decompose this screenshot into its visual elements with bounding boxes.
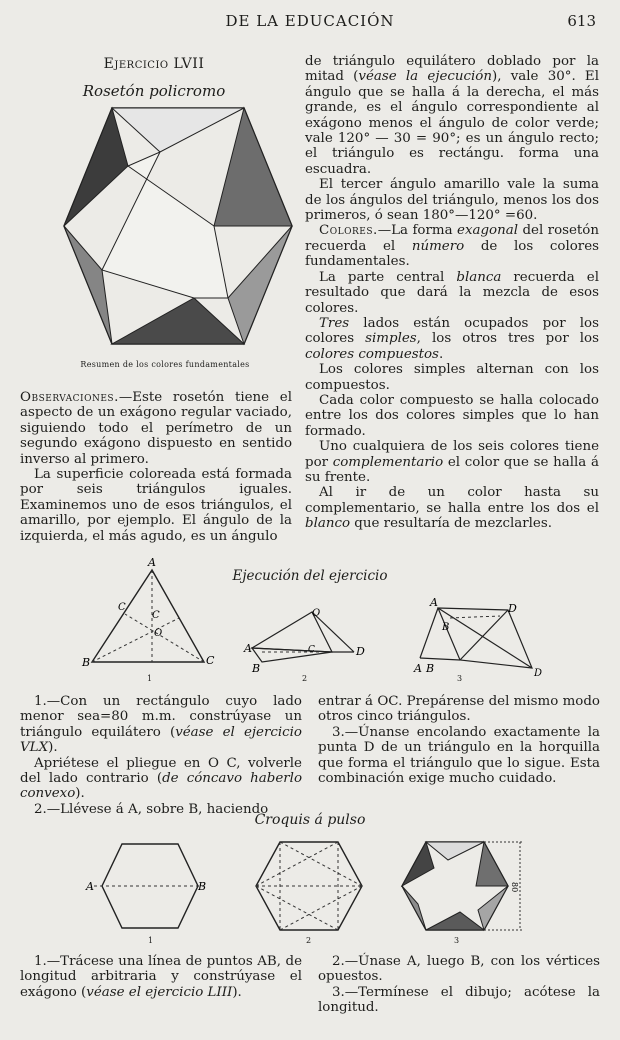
- paragraph: Cada color compuesto se halla colocado entre los dos colores simples que lo han formado.: [305, 392, 599, 439]
- paragraph: Apriétese el pliegue en O C, volverle del lado contrario (de cóncavo haberlo convexo).: [20, 755, 303, 802]
- label-A: A: [430, 596, 438, 609]
- paragraph: de triángulo equilátero doblado por la mitad (véase la ejecución), vale 30°. El ángulo que se halla á la derecha, el más grande, es el ángulo correspondiente al exágono menos el ángulo de color verde; vale 120° — 30 = 90°; es un ángulo recto; el triángulo es rectángu. forma una escuadra.: [305, 54, 599, 177]
- figure-number: 1: [147, 674, 153, 683]
- label-B: B: [442, 622, 450, 633]
- paragraph: 1.—Con un rectángulo cuyo lado menor sea=80 m.m. constrúyase un triángulo equilátero (véase el ejercicio VLX).: [20, 694, 302, 756]
- paragraph: Los colores simples alternan con los compuestos.: [305, 362, 599, 393]
- paragraph: entrar á OC. Prepárense del mismo modo otros cinco triángulos.: [318, 694, 600, 725]
- exercise-title: Rosetón policromo: [82, 82, 226, 100]
- paragraph: Al ir de un color hasta su complementario, se halla entre los dos el blanco que resultaría de mezclarles.: [305, 485, 599, 532]
- label-C: C: [152, 610, 160, 621]
- paragraph: 3.—Únanse encolando exactamente la punta D de un triángulo en la horquilla que forma el triángulo que lo sigue. Esta combinación exige mucho cuidado.: [318, 724, 600, 787]
- header-title: DE LA EDUCACIÓN: [225, 12, 395, 30]
- paragraph: 2.—Únase A, luego B, con los vértices opuestos.: [318, 954, 600, 985]
- running-header: [0, 12, 620, 38]
- paragraph: 3.—Termínese el dibujo; acótese la longitud.: [318, 984, 600, 1016]
- exercise-number: Ejercicio LVII: [103, 56, 205, 72]
- label-D: D: [508, 602, 517, 615]
- paragraph: El tercer ángulo amarillo vale la suma de los ángulos del triángulo, menos los dos primeros, ó sean 180°—120° =60.: [305, 177, 599, 224]
- label-O: O: [312, 608, 321, 619]
- paragraph: La parte central blanca recuerda el resultado que dará la mezcla de esos colores.: [305, 269, 599, 316]
- execution-figures: [80, 556, 560, 688]
- colores-paragraph: Colores.—La forma exagonal del rosetón recuerda el número de los colores fundamentales.: [305, 223, 599, 270]
- paragraph: Uno cualquiera de los seis colores tiene por complementario el color que se halla á su frente.: [305, 439, 599, 485]
- label-C: C: [308, 645, 315, 655]
- label-B: B: [82, 656, 91, 669]
- right-column: [305, 54, 599, 532]
- croquis-right-text: [318, 954, 600, 1016]
- colores-label: Colores.: [319, 223, 378, 239]
- rosette-figure: [30, 100, 300, 350]
- label-B: B: [426, 662, 435, 675]
- croquis-figure-1: [85, 844, 206, 928]
- figure-number: 1: [148, 936, 154, 945]
- label-A: A: [414, 662, 422, 675]
- paragraph: 1.—Trácese una línea de puntos AB, de longitud arbitraria y constrúyase el exágono (véase el ejercicio LIII).: [20, 954, 302, 1000]
- label-A: A: [148, 556, 156, 569]
- label-C: C: [118, 602, 126, 613]
- croquis-figures: [80, 832, 540, 936]
- label-D: D: [356, 645, 365, 658]
- figure-caption: Resumen de los colores fundamentales: [80, 360, 250, 369]
- label-C: C: [206, 654, 215, 667]
- figure-number: 2: [302, 674, 308, 683]
- observations-label: Observaciones.: [20, 390, 119, 405]
- page-number: 613: [567, 12, 596, 30]
- label-O: O: [154, 628, 163, 639]
- figure-number: 3: [457, 674, 463, 683]
- croquis-left-text: [20, 954, 302, 1000]
- execution-heading: Ejecución del ejercicio: [232, 568, 388, 584]
- execution-right-text: [318, 694, 600, 786]
- croquis-heading: Croquis á pulso: [254, 812, 366, 828]
- dimension-label: 80: [510, 882, 519, 893]
- observations-paragraph: Observaciones.—Este rosetón tiene el aspecto de un exágono regular vaciado, siguiendo todo el perímetro de un segundo exágono dispuesto en sentido inverso al primero.: [20, 390, 292, 467]
- execution-figure-2: [243, 608, 365, 675]
- label-A: A: [86, 880, 94, 893]
- label-D: D: [534, 668, 543, 679]
- label-B: B: [252, 662, 261, 675]
- croquis-figure-2: [256, 842, 362, 930]
- execution-figure-3: [413, 596, 542, 679]
- croquis-figure-3: [402, 842, 524, 930]
- paragraph: 2.—Llévese á A, sobre B, haciendo: [34, 801, 269, 817]
- figure-number: 3: [454, 936, 460, 945]
- paragraph: La superficie coloreada está formada por seis triángulos iguales. Examinemos uno de esos triángulos, el amarillo, por ejemplo. El ángulo de la izquierda, el más agudo, es un ángulo: [20, 467, 292, 544]
- left-column: [20, 390, 292, 544]
- execution-figure-1: [81, 556, 215, 669]
- paragraph: Tres lados están ocupados por los colores simples, los otros tres por los colores compuestos.: [305, 315, 599, 362]
- label-B: B: [198, 880, 207, 893]
- label-A: A: [244, 642, 252, 655]
- figure-number: 2: [306, 936, 312, 945]
- execution-left-text: [20, 694, 302, 817]
